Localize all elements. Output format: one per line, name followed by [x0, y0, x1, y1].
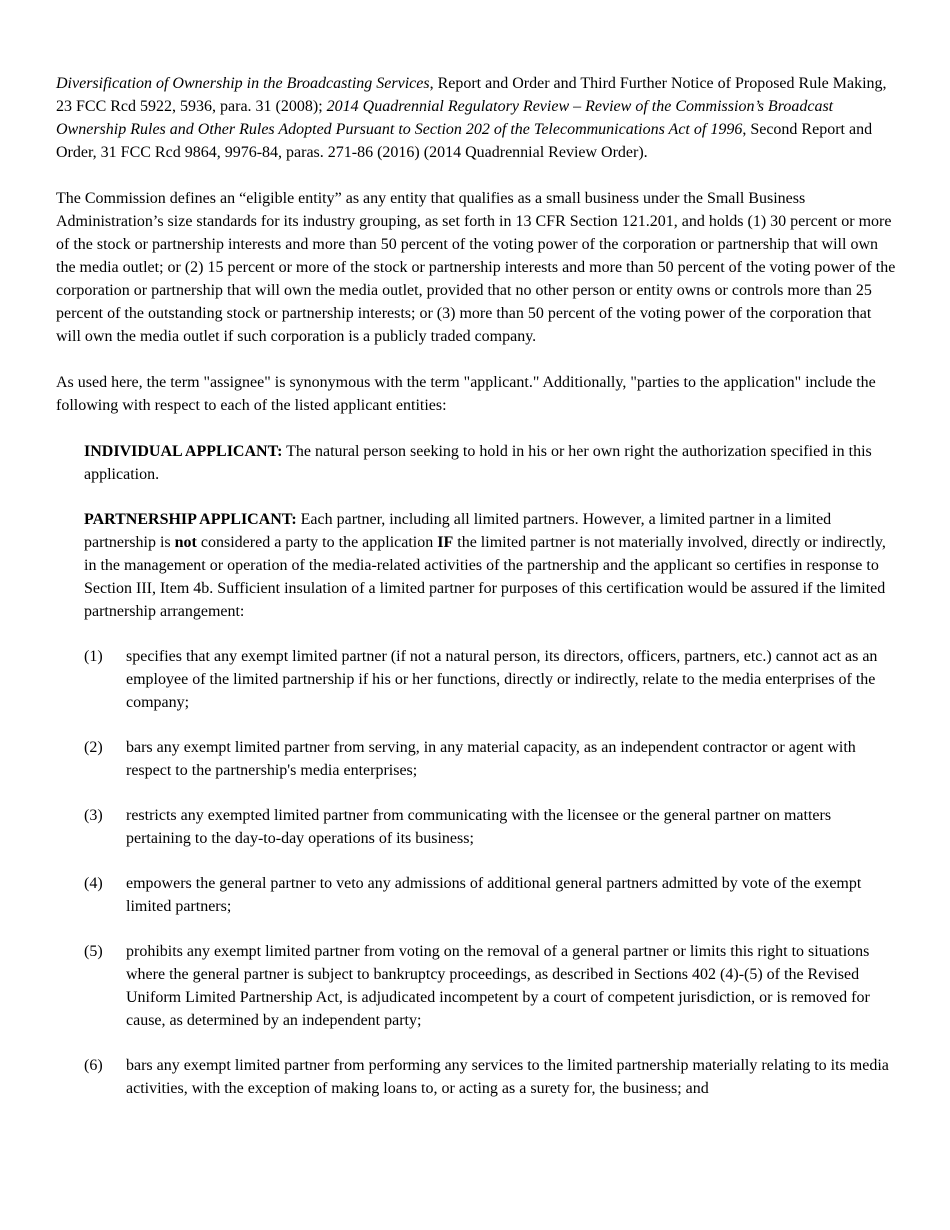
list-item — [84, 940, 898, 1032]
assignee-definition-paragraph: As used here, the term "assignee" is synonymous with the term "applicant." Additionally, "parties to the application" include the following with respect to each of the listed applicant entities: — [56, 374, 876, 414]
individual-applicant-paragraph — [84, 440, 898, 486]
list-item-number: (5) — [84, 943, 103, 960]
list-item-text: empowers the general partner to veto any admissions of additional general partners admitted by vote of the exempt limited partners; — [126, 875, 862, 915]
list-item-number: (1) — [84, 648, 103, 665]
list-item-text: prohibits any exempt limited partner from voting on the removal of a general partner or limits this right to situations where the general partner is subject to bankruptcy proceedings, as described in Sections 402 (4)-(5) of the Revised Uniform Limited Partnership Act, is adjudicated incompetent by a court of competent jurisdiction, or is removed for cause, as determined by an independent party; — [126, 943, 870, 1029]
eligible-entity-paragraph: The Commission defines an “eligible entity” as any entity that qualifies as a small business under the Small Business Administration’s size standards for its industry grouping, as set forth in 13 CFR Section 121.201, and holds (1) 30 percent or more of the stock or partnership interests and more than 50 percent of the voting power of the corporation or partnership that will own the media outlet; or (2) 15 percent or more of the stock or partnership interests and more than 50 percent of the voting power of the corporation or partnership that will own the media outlet, provided that no other person or entity owns or controls more than 25 percent of the outstanding stock or partnership interests; or (3) more than 50 percent of the voting power of the corporation that will own the media outlet if such corporation is a publicly traded company. — [56, 190, 896, 345]
individual-applicant-heading: INDIVIDUAL APPLICANT: — [84, 443, 283, 460]
citation-title-2: 2014 Quadrennial Regulatory Review – Review of the Commission’s Broadcast Ownership Rules and Other Rules Adopted Pursuant to Section 202 of the Telecommunications Act of 1996 — [56, 98, 834, 138]
list-item — [84, 1054, 898, 1100]
partnership-text-2: considered a party to the application — [196, 534, 438, 551]
citation-title-1: Diversification of Ownership in the Broadcasting Services — [56, 75, 430, 92]
citation-text-1: , Report and Order and Third Further Notice of Proposed Rule Making, 23 FCC Rcd 5922, 5936, para. 31 (2008); — [56, 75, 887, 115]
document-page — [56, 72, 898, 1122]
list-item-text: bars any exempt limited partner from performing any services to the limited partnership materially relating to its media activities, with the exception of making loans to, or acting as a surety for, the business; and — [126, 1057, 889, 1097]
partnership-text-1: Each partner, including all limited partners. However, a limited partner in a limited partnership is — [84, 511, 832, 551]
citation-paragraph — [56, 72, 898, 164]
list-item-text: restricts any exempted limited partner from communicating with the licensee or the general partner on matters pertaining to the day-to-day operations of its business; — [126, 807, 832, 847]
list-item-number: (2) — [84, 739, 103, 756]
list-item-text: specifies that any exempt limited partner (if not a natural person, its directors, officers, partners, etc.) cannot act as an employee of the limited partnership if his or her functions, directly or indirectly, relate to the media enterprises of the company; — [126, 648, 878, 711]
list-item-text: bars any exempt limited partner from serving, in any material capacity, as an independent contractor or agent with respect to the partnership's media enterprises; — [126, 739, 856, 779]
list-item — [84, 804, 898, 850]
partnership-applicant-heading: PARTNERSHIP APPLICANT: — [84, 511, 297, 528]
list-item — [84, 736, 898, 782]
list-item — [84, 872, 898, 918]
individual-applicant-text: The natural person seeking to hold in his or her own right the authorization specified in this application. — [84, 443, 872, 483]
list-item-number: (3) — [84, 807, 103, 824]
partnership-applicant-paragraph — [84, 508, 898, 623]
citation-text-2: , Second Report and Order, 31 FCC Rcd 9864, 9976-84, paras. 271-86 (2016) (2014 Quadrennial Review Order). — [56, 121, 873, 161]
emphasis-not: not — [174, 534, 197, 551]
insulation-criteria-list — [84, 645, 898, 1100]
list-item — [84, 645, 898, 714]
list-item-number: (4) — [84, 875, 103, 892]
emphasis-if: IF — [437, 534, 454, 551]
list-item-number: (6) — [84, 1057, 103, 1074]
partnership-text-3: the limited partner is not materially involved, directly or indirectly, in the management or operation of the media-related activities of the partnership and the applicant so certifies in response to Section III, Item 4b. Sufficient insulation of a limited partner for purposes of this certification would be assured if the limited partnership arrangement: — [84, 534, 886, 620]
